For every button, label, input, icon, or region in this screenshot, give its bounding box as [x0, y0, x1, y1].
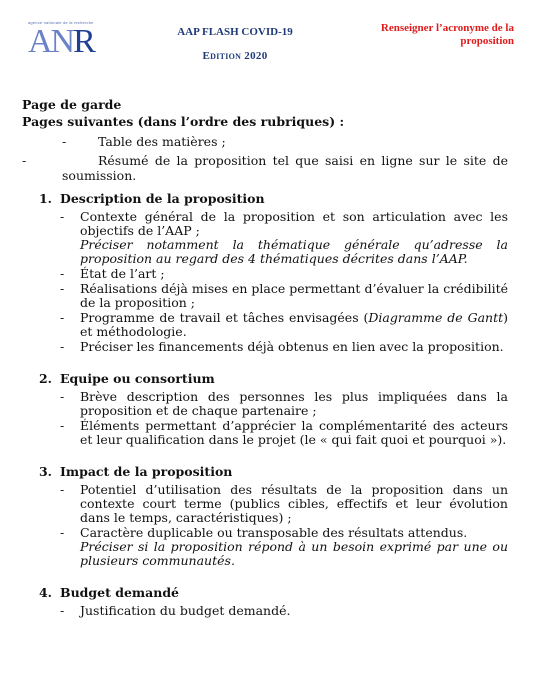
document-body — [22, 96, 508, 619]
list-item: - Caractère duplicable ou transposable des résultats attendus. Préciser si la proposition répond à un besoin exprimé par une ou plusieurs communautés. — [60, 525, 508, 568]
section-heading: 2. Equipe ou consortium — [38, 371, 215, 386]
list-item: - Préciser les financements déjà obtenus en lien avec la proposition. — [60, 339, 504, 354]
top-list — [22, 134, 508, 183]
logo-tagline: agence nationale de la recherche — [28, 20, 94, 25]
list-item: - Réalisations déjà mises en place permettant d’évaluer la crédibilité de la proposition ; — [60, 281, 508, 310]
acronym-note: Renseigner l’acronyme de la proposition — [380, 22, 514, 47]
list-item: - Justification du budget demandé. — [60, 603, 291, 618]
list-item: - Résumé de la proposition tel que saisi en ligne sur le site de soumission. — [22, 153, 508, 183]
logo-mark — [28, 25, 94, 59]
section-equipe — [22, 371, 508, 447]
page-garde-heading: Page de garde — [22, 97, 122, 112]
doc-edition: Edition 2020 — [202, 50, 268, 62]
section-heading: 3. Impact de la proposition — [38, 464, 233, 479]
list-item: - Contexte général de la proposition et son articulation avec les objectifs de l’AAP ; Préciser notamment la thématique générale qu’adresse la proposition au regard des 4 thématiques décrites dans l’AAP. — [60, 209, 508, 266]
logo-letters-an: AN — [28, 23, 74, 60]
anr-logo — [28, 20, 108, 60]
section-description — [22, 191, 508, 354]
list-item: - État de l’art ; — [60, 266, 165, 281]
list-item: - Potentiel d’utilisation des résultats de la proposition dans un contexte court terme (publics cibles, effectifs et leur évolution dans le temps, caractéristiques) ; — [60, 482, 508, 525]
list-item: - Table des matières ; — [62, 134, 226, 149]
list-item: - Brève description des personnes les plus impliquées dans la proposition et de chaque partenaire ; — [60, 389, 508, 418]
section-impact — [22, 464, 508, 568]
pages-suivantes-heading: Pages suivantes (dans l’ordre des rubriques) : — [22, 114, 345, 129]
section-budget — [22, 585, 508, 618]
list-item: - Programme de travail et tâches envisagées (Diagramme de Gantt) et méthodologie. — [60, 310, 509, 339]
list-item: - Éléments permettant d’apprécier la complémentarité des acteurs et leur qualification dans le projet (le « qui fait quoi et pourquoi »). — [60, 418, 508, 447]
doc-title: AAP FLASH COVID-19 — [177, 26, 293, 38]
logo-letter-r: R — [73, 23, 94, 60]
section-heading: 4. Budget demandé — [38, 585, 180, 600]
section-heading: 1. Description de la proposition — [38, 191, 265, 206]
